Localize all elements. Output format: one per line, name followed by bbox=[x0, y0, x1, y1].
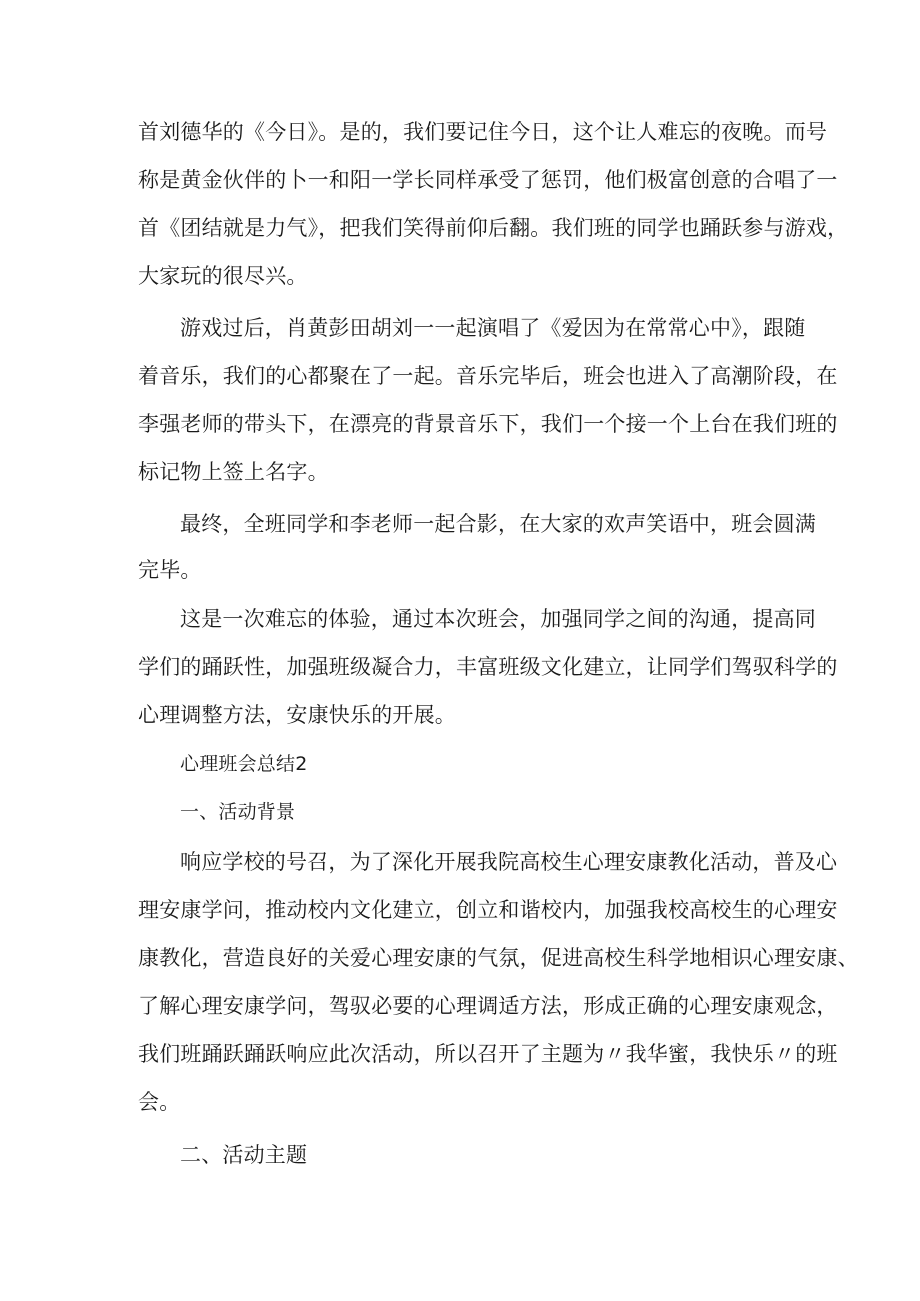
paragraph-line: 康教化，营造良好的关爱心理安康的气氛，促进高校生科学地相识心理安康、 bbox=[138, 946, 859, 970]
paragraph-line: 学们的踊跃性，加强班级凝合力，丰富班级文化建立，让同学们驾驭科学的 bbox=[138, 655, 838, 679]
paragraph-line: 李强老师的带头下，在漂亮的背景音乐下，我们一个接一个上台在我们班的 bbox=[138, 412, 838, 436]
paragraph-line: 最终，全班同学和李老师一起合影，在大家的欢声笑语中，班会圆满 bbox=[180, 512, 816, 536]
paragraph-line: 了解心理安康学问，驾驭必要的心理调适方法，形成正确的心理安康观念， bbox=[138, 994, 838, 1018]
section-heading: 一、活动背景 bbox=[180, 801, 296, 823]
paragraph-line: 这是一次难忘的体验，通过本次班会，加强同学之间的沟通，提高同 bbox=[180, 607, 816, 631]
paragraph-line: 响应学校的号召，为了深化开展我院高校生心理安康教化活动，普及心 bbox=[180, 850, 838, 874]
section-title: 心理班会总结2 bbox=[180, 753, 308, 775]
paragraph-line: 理安康学问，推动校内文化建立，创立和谐校内，加强我校高校生的心理安 bbox=[138, 898, 838, 922]
paragraph-line: 心理调整方法，安康快乐的开展。 bbox=[138, 703, 456, 727]
paragraph-line: 首刘德华的《今日》。是的，我们要记住今日，这个让人难忘的夜晚。而号 bbox=[138, 120, 828, 144]
section-heading: 二、活动主题 bbox=[180, 1143, 308, 1167]
paragraph-line: 会。 bbox=[138, 1090, 181, 1114]
paragraph-line: 着音乐，我们的心都聚在了一起。音乐完毕后，班会也进入了高潮阶段，在 bbox=[138, 364, 838, 388]
paragraph-line: 我们班踊跃踊跃响应此次活动，所以召开了主题为〃我华蜜，我快乐〃的班 bbox=[138, 1042, 838, 1066]
paragraph-line: 首《团结就是力气》，把我们笑得前仰后翻。我们班的同学也踊跃参与游戏， bbox=[138, 216, 849, 240]
paragraph-line: 完毕。 bbox=[138, 558, 202, 582]
paragraph-line: 称是黄金伙伴的卜一和阳一学长同样承受了惩罚，他们极富创意的合唱了一 bbox=[138, 168, 838, 192]
paragraph-line: 大家玩的很尽兴。 bbox=[138, 264, 308, 288]
paragraph-line: 标记物上签上名字。 bbox=[138, 460, 329, 484]
paragraph-line: 游戏过后，肖黄彭田胡刘一一起演唱了《爱因为在常常心中》，跟随 bbox=[180, 316, 806, 340]
